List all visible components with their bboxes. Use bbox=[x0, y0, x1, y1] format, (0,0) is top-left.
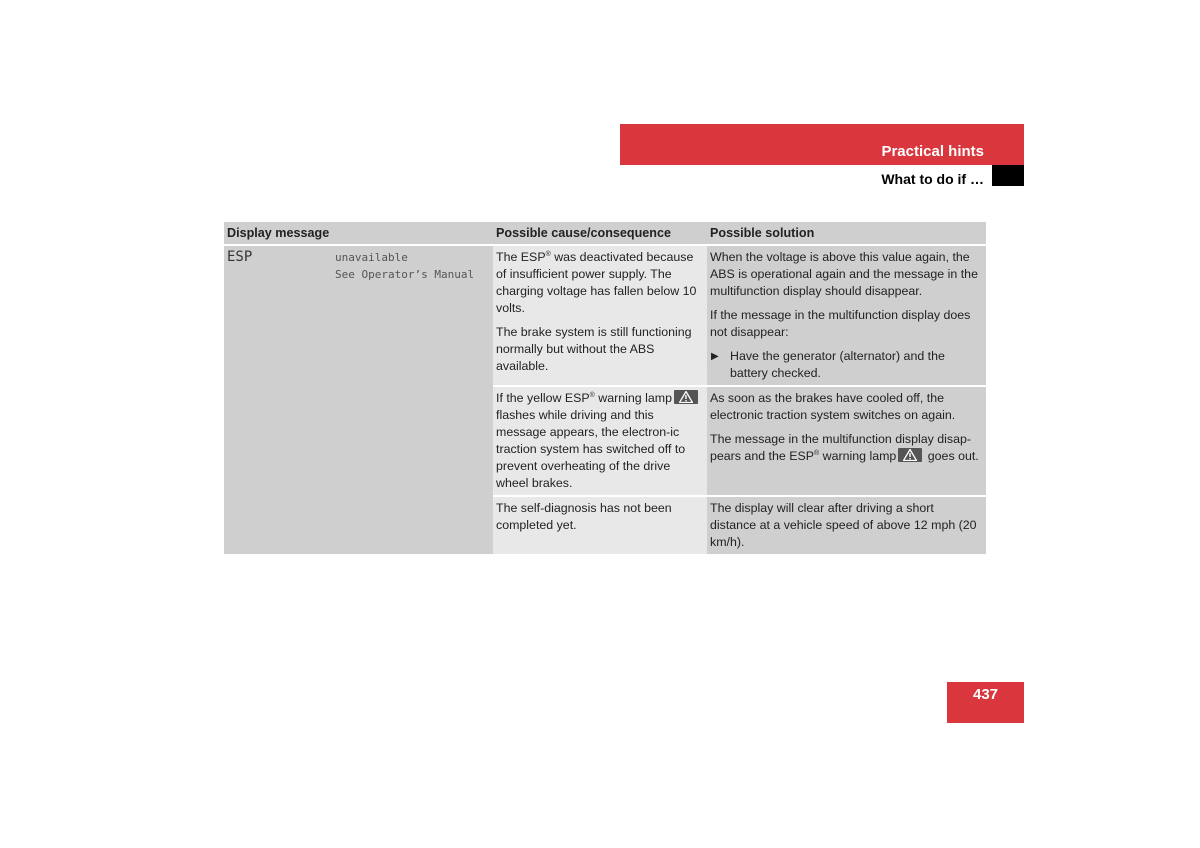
display-message-table bbox=[224, 222, 986, 554]
solution-text: As soon as the brakes have cooled off, the electronic traction system switches on again. bbox=[710, 391, 956, 422]
section-title: Practical hints bbox=[881, 143, 984, 160]
cause-text: The self-diagnosis has not been completed yet. bbox=[496, 501, 672, 532]
display-text-line: unavailable bbox=[335, 251, 408, 264]
triangle-right-icon: ▶ bbox=[711, 351, 719, 362]
page-number-badge bbox=[947, 682, 1024, 723]
header-marker-block bbox=[992, 165, 1024, 186]
cause-cell bbox=[493, 245, 707, 386]
solution-text: If the message in the multifunction display does not disappear: bbox=[710, 308, 971, 339]
solution-text: The message in the multifunction display disap-pears and the ESP® warning lamp goes out. bbox=[710, 432, 979, 463]
subsection-title: What to do if … bbox=[881, 171, 984, 187]
header-possible-solution: Possible solution bbox=[707, 222, 986, 245]
solution-text: The display will clear after driving a short distance at a vehicle speed of above 12 mph (20 km/h). bbox=[710, 501, 977, 549]
solution-cell bbox=[707, 386, 986, 496]
warning-triangle-icon bbox=[674, 390, 698, 404]
display-text bbox=[335, 249, 474, 283]
display-message-cell bbox=[224, 245, 493, 554]
display-text-line: See Operator’s Manual bbox=[335, 268, 475, 281]
cause-text: The brake system is still functioning normally but without the ABS available. bbox=[496, 325, 692, 373]
header-possible-cause: Possible cause/consequence bbox=[493, 222, 707, 245]
cause-cell bbox=[493, 386, 707, 496]
header-display-message: Display message bbox=[224, 222, 493, 245]
page-number: 437 bbox=[972, 686, 999, 703]
warning-triangle-icon bbox=[898, 448, 922, 462]
solution-cell bbox=[707, 245, 986, 386]
table-row bbox=[224, 245, 986, 386]
display-label: ESP bbox=[227, 249, 253, 265]
solution-bullet: ▶ Have the generator (alternator) and the battery checked. bbox=[711, 349, 945, 380]
solution-cell bbox=[707, 496, 986, 554]
solution-text: When the voltage is above this value again, the ABS is operational again and the message in the multifunction display should disappear. bbox=[710, 250, 978, 298]
cause-text: If the yellow ESP® warning lamp flashes while driving and this message appears, the electron-ic traction system has switched off to prevent overheating of the drive wheel brakes. bbox=[496, 390, 704, 492]
cause-text: The ESP® was deactivated because of insufficient power supply. The charging voltage has fallen below 10 volts. bbox=[496, 250, 697, 315]
cause-cell bbox=[493, 496, 707, 554]
